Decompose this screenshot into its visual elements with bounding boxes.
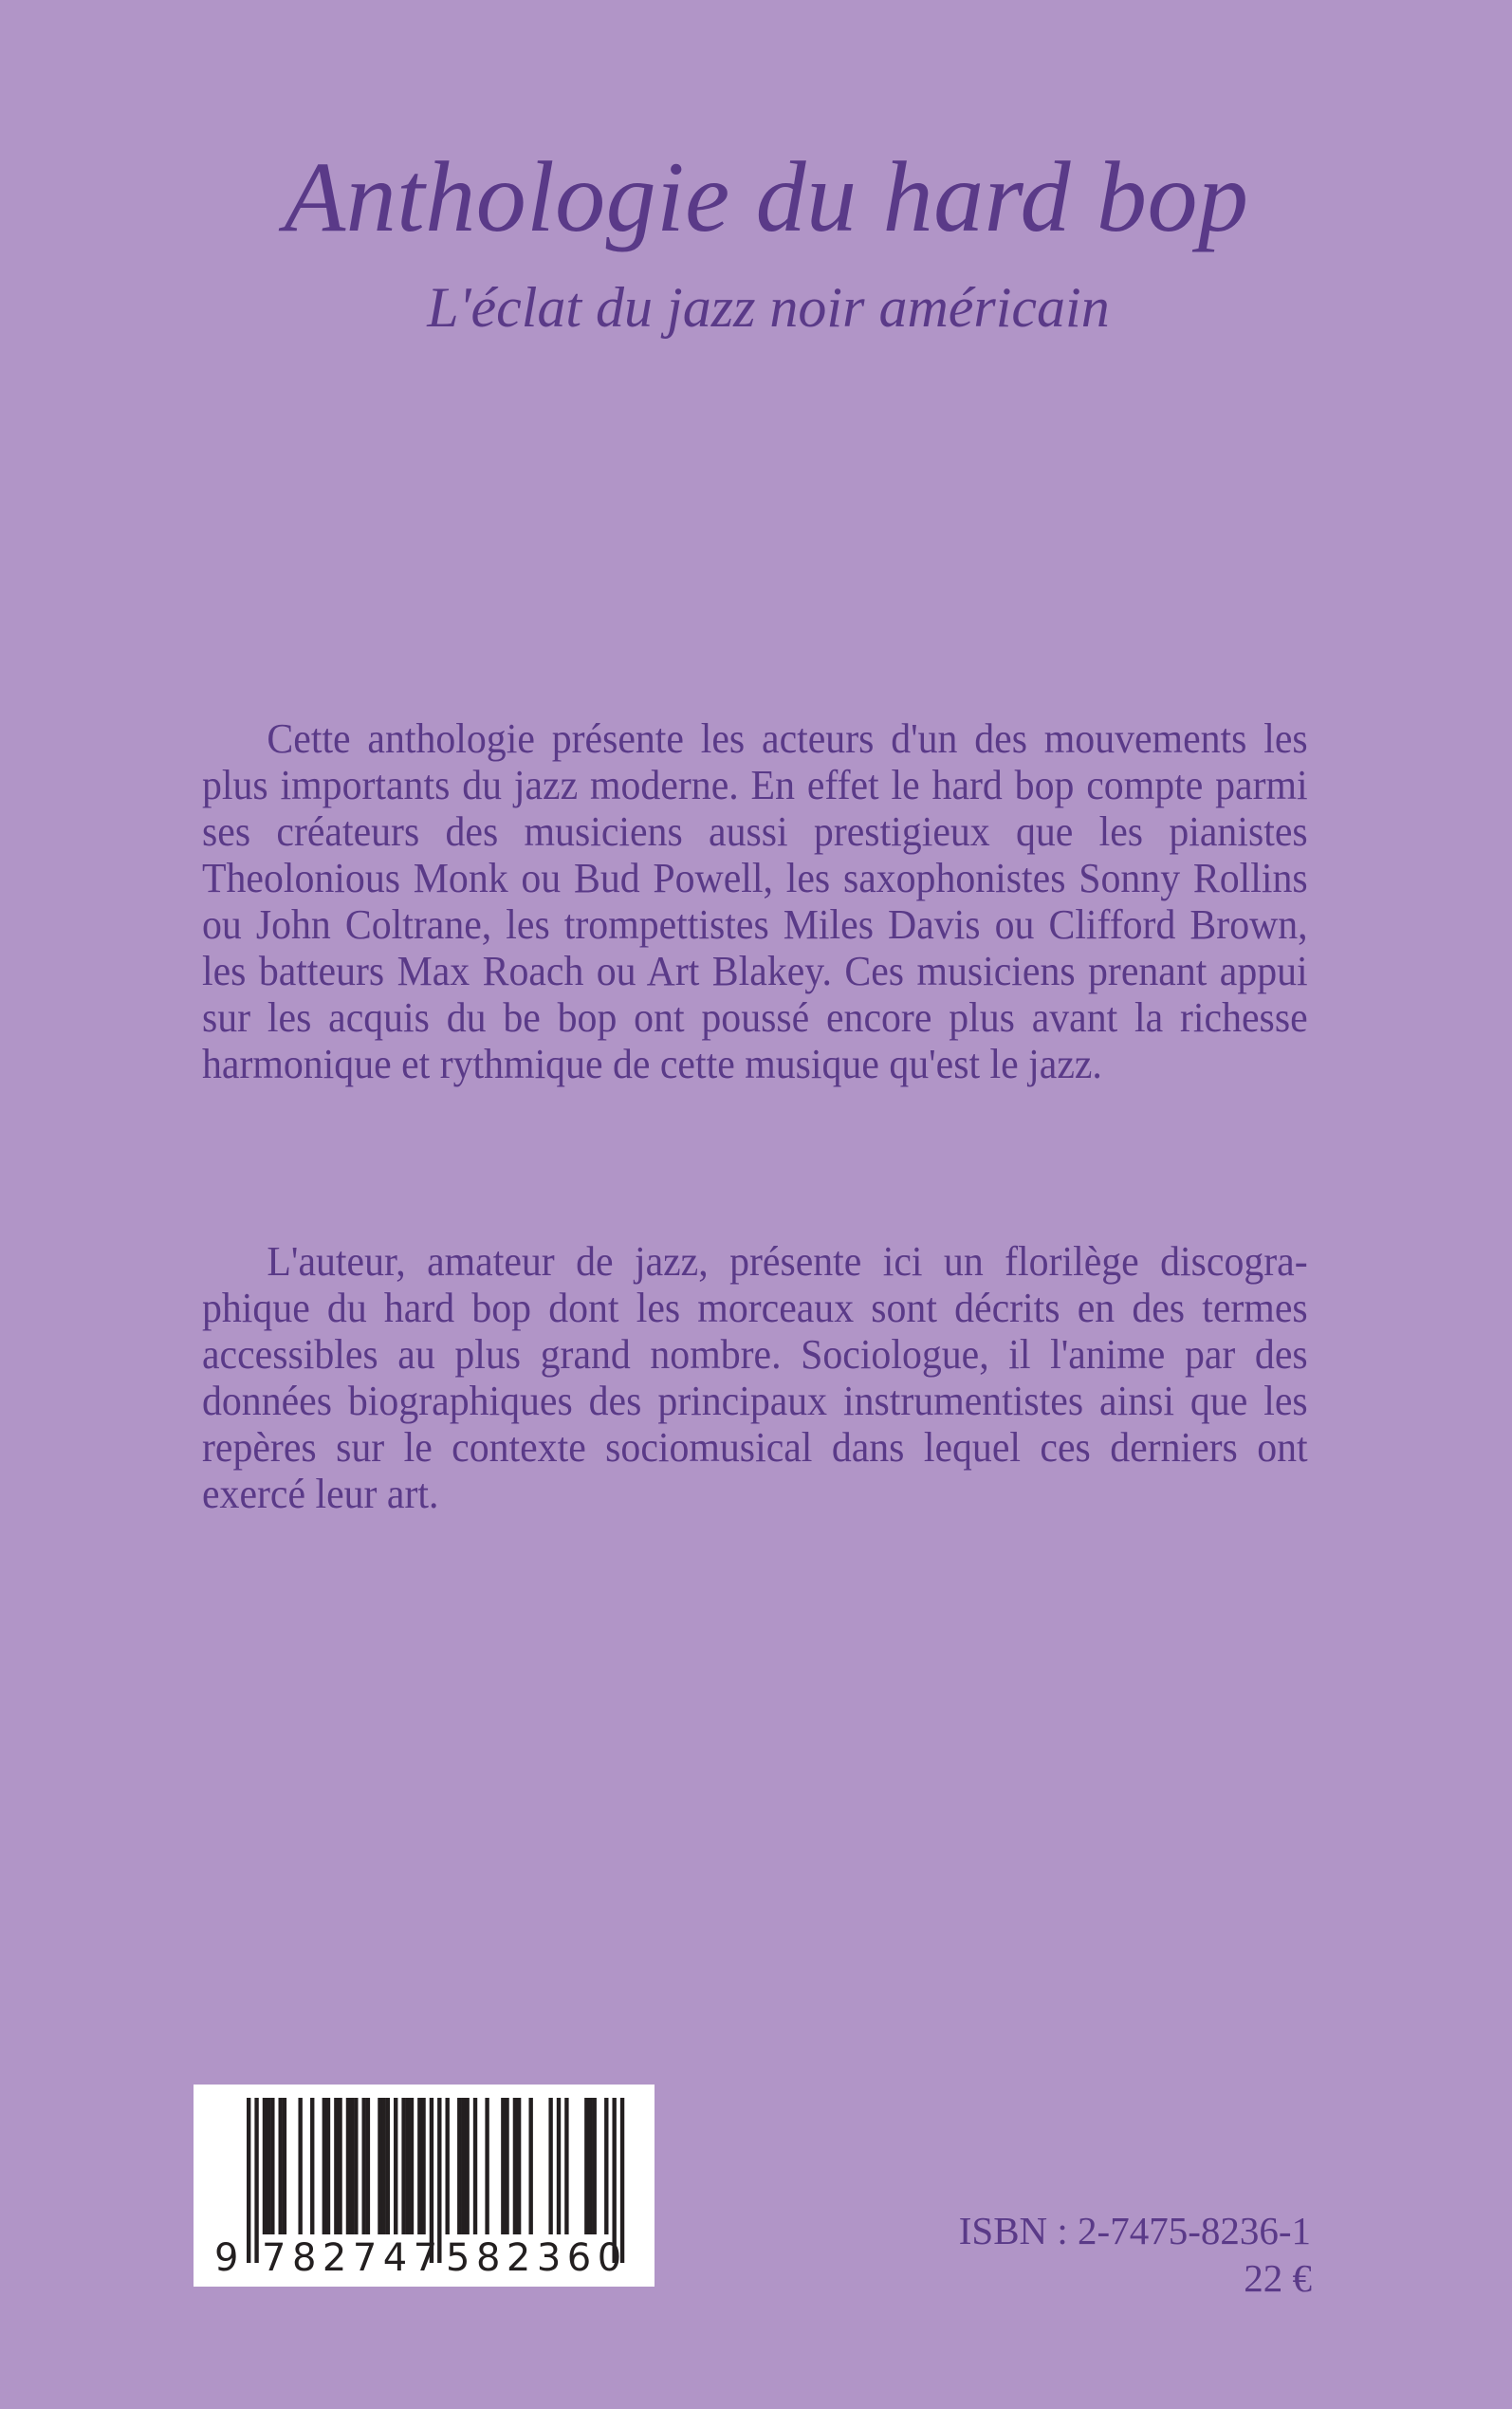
barcode-right-digits: 582360 <box>446 2236 628 2280</box>
isbn-number: ISBN : 2-7475-8236-1 <box>958 2209 1311 2252</box>
book-subtitle: L'éclat du jazz noir américain <box>427 276 1110 339</box>
blurb-paragraph-2: L'auteur, amateur de jazz, présente ici un florilège discographique du hard bop dont les morceaux sont décrits en des termes accessibles au plus grand nombre. Sociologue, il l'anime par des données biographiques des principaux instrumentistes ainsi que les repères sur le contexte sociomusical dans lequel ces derniers ont exercé leur art. <box>202 1238 1308 1517</box>
blurb-paragraph-1: Cette anthologie présente les acteurs d'un des mouvements les plus importants du jazz moderne. En effet le hard bop compte parmi ses créateurs des musiciens aussi prestigieux que les pianistes Theolonious Monk ou Bud Powell, les saxophonistes Sonny Rollins ou John Coltrane, les trompettistes Miles Davis ou Clifford Brown, les batteurs Max Roach ou Art Blakey. Ces musiciens prenant appui sur les acquis du be bop ont poussé encore plus avant la richesse harmonique et rythmique de cette musique qu'est le jazz. <box>202 715 1308 1087</box>
price: 22 € <box>1244 2256 1312 2300</box>
book-title: Anthologie du hard bop <box>284 141 1249 252</box>
barcode-bars <box>194 2085 655 2287</box>
barcode <box>194 2085 655 2287</box>
barcode-left-digits: 782747 <box>262 2236 444 2280</box>
barcode-first-digit: 9 <box>214 2236 239 2280</box>
